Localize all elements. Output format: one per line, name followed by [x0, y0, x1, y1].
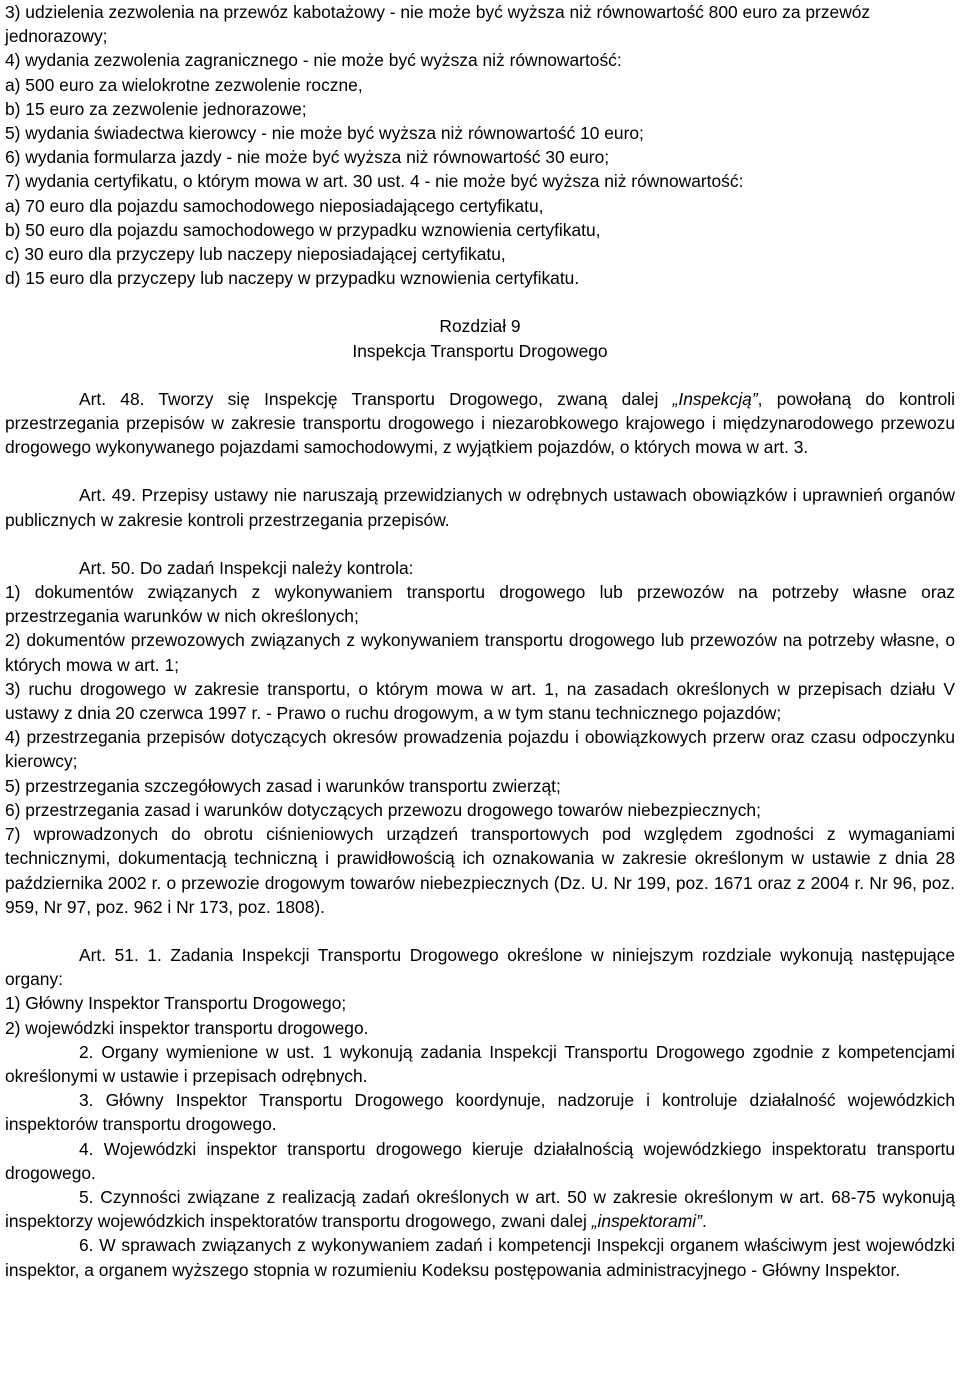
fee-list — [5, 0, 955, 290]
list-item: 3) udzielenia zezwolenia na przewóz kabotażowy - nie może być wyższa niż równowartość 800 euro za przewóz jednorazowy; — [5, 2, 871, 47]
list-item: 6) przestrzegania zasad i warunków dotyczących przewozu drogowego towarów niebezpiecznych; — [5, 799, 761, 820]
list-item: c) 30 euro dla przyczepy lub naczepy nieposiadającej certyfikatu, — [5, 244, 506, 265]
list-item: 5) przestrzegania szczegółowych zasad i warunków transportu zwierząt; — [5, 775, 561, 796]
article-49: Art. 49. Przepisy ustawy nie naruszają przewidzianych w odrębnych ustawach obowiązków i uprawnień organów publicznych w zakresie kontroli przestrzegania przepisów. — [5, 485, 955, 530]
art48-text: Art. 48. Tworzy się Inspekcję Transportu Drogowego, zwaną dalej — [79, 388, 673, 409]
chapter-number: Rozdział 9 — [439, 316, 521, 337]
art51-ust5-defined-term: „inspektorami” — [591, 1211, 702, 1232]
art51-ust1: Art. 51. 1. Zadania Inspekcji Transportu Drogowego określone w niniejszym rozdziale wykonują następujące organy: — [5, 944, 955, 990]
list-item: 1) dokumentów związanych z wykonywaniem transportu drogowego lub przewozów na potrzeby własne oraz przestrzegania warunków w nich określonych; — [5, 582, 955, 627]
list-item: 2) dokumentów przewozowych związanych z wykonywaniem transportu drogowego lub przewozów na potrzeby własne, o których mowa w art. 1; — [5, 630, 955, 675]
art51-ust5-text: 5. Czynności związane z realizacją zadań określonych w art. 50 w zakresie określonym w art. 68-75 wykonują inspektorzy wojewódzkich inspektoratów transportu drogowego, zwani dalej — [5, 1186, 955, 1232]
article-50 — [5, 556, 955, 919]
chapter-title: Inspekcja Transportu Drogowego — [352, 340, 608, 361]
art51-ust6: 6. W sprawach związanych z wykonywaniem zadań i kompetencji Inspekcji organem właściwym jest wojewódzki inspektor, a organem wyższego stopnia w rozumieniu Kodeksu postępowania administracyjnego - Główny Inspektor. — [5, 1235, 955, 1280]
art51-ust3: 3. Główny Inspektor Transportu Drogowego koordynuje, nadzoruje i kontroluje działalność wojewódzkich inspektorów transportu drogowego. — [5, 1090, 955, 1135]
list-item: 1) Główny Inspektor Transportu Drogowego; — [5, 993, 347, 1014]
art48-text-rest: , powołaną do kontroli przestrzegania przepisów w zakresie transportu drogowego i niezarobkowego krajowego i międzynarodowego przewozu drogowego wykonywanego pojazdami samochodowymi, z wyjątkiem pojazdów, o których mowa w art. 3. — [5, 388, 956, 458]
list-item: b) 15 euro za zezwolenie jednorazowe; — [5, 98, 307, 119]
list-item: 4) wydania zezwolenia zagranicznego - nie może być wyższa niż równowartość: — [5, 50, 622, 71]
art48-defined-term: „Inspekcją” — [672, 388, 758, 409]
list-item: b) 50 euro dla pojazdu samochodowego w przypadku wznowienia certyfikatu, — [5, 219, 601, 240]
list-item: 2) wojewódzki inspektor transportu drogowego. — [5, 1017, 369, 1038]
list-item: 4) przestrzegania przepisów dotyczących okresów prowadzenia pojazdu i obowiązkowych przerw oraz czasu odpoczynku kierowcy; — [5, 727, 955, 772]
list-item: 5) wydania świadectwa kierowcy - nie może być wyższa niż równowartość 10 euro; — [5, 123, 644, 144]
art51-ust5 — [5, 1185, 955, 1233]
article-51 — [5, 943, 955, 1282]
art51-ust2: 2. Organy wymienione w ust. 1 wykonują zadania Inspekcji Transportu Drogowego zgodnie z kompetencjami określonymi w ustawie i przepisach odrębnych. — [5, 1041, 955, 1086]
list-item: 6) wydania formularza jazdy - nie może być wyższa niż równowartość 30 euro; — [5, 147, 610, 168]
list-item: 7) wprowadzonych do obrotu ciśnieniowych urządzeń transportowych pod względem zgodności z wymaganiami technicznymi, dokumentacją techniczną i prawidłowością ich oznakowania w zakresie określonym w ustawie z dnia 28 października 2002 r. o przewozie drogowym towarów niebezpiecznych (Dz. U. Nr 199, poz. 1671 oraz z 2004 r. Nr 96, poz. 959, Nr 97, poz. 962 i Nr 173, poz. 1808). — [5, 824, 955, 917]
list-item: d) 15 euro dla przyczepy lub naczepy w przypadku wznowienia certyfikatu. — [5, 268, 580, 289]
art51-ust5-end: . — [701, 1211, 707, 1232]
list-item: a) 70 euro dla pojazdu samochodowego nieposiadającego certyfikatu, — [5, 195, 544, 216]
article-48 — [5, 387, 955, 460]
chapter-heading — [5, 314, 955, 362]
art51-ust4: 4. Wojewódzki inspektor transportu drogowego kieruje działalnością wojewódzkiego inspektoratu transportu drogowego. — [5, 1138, 955, 1183]
list-item: 3) ruchu drogowego w zakresie transportu, o którym mowa w art. 1, na zasadach określonych w przepisach działu V ustawy z dnia 20 czerwca 1997 r. - Prawo o ruchu drogowym, a w tym stanu technicznego pojazdów; — [5, 678, 955, 724]
art50-lead: Art. 50. Do zadań Inspekcji należy kontrola: — [79, 557, 414, 578]
list-item: 7) wydania certyfikatu, o którym mowa w art. 30 ust. 4 - nie może być wyższa niż równowartość: — [5, 171, 744, 192]
list-item: a) 500 euro za wielokrotne zezwolenie roczne, — [5, 74, 363, 95]
